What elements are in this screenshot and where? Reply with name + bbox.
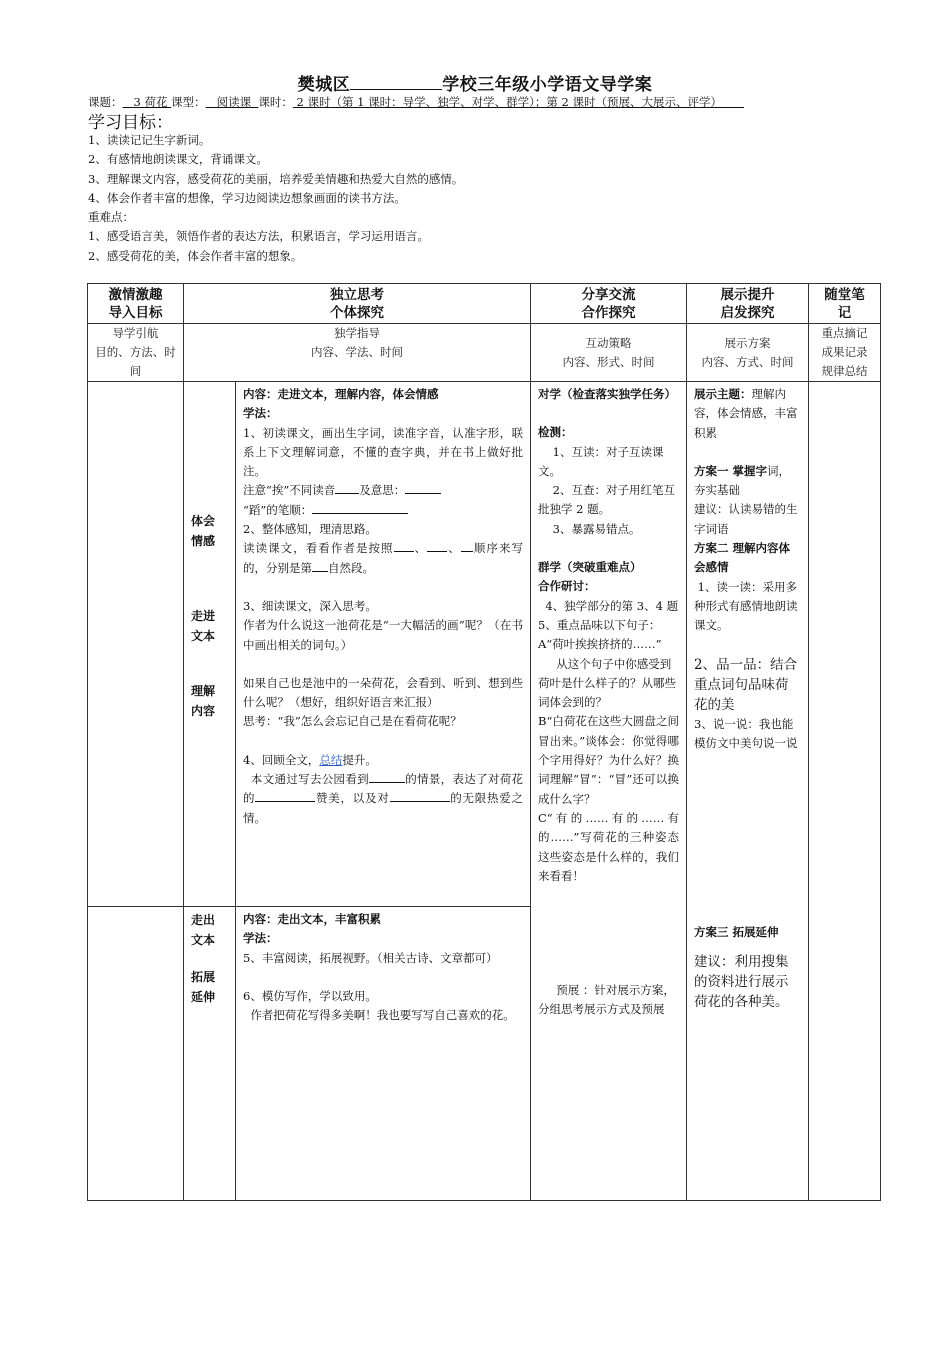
subheader-cell: 导学引航 目的、方法、时 间 bbox=[88, 324, 184, 382]
method-line: 学法： bbox=[243, 406, 278, 421]
guide-cell bbox=[88, 382, 184, 907]
type-label: 课型： bbox=[171, 95, 206, 109]
title-prefix: 樊城区 bbox=[297, 75, 351, 95]
key-point: 2、感受荷花的美，体会作者丰富的想象。 bbox=[88, 248, 303, 263]
goal-item: 3、理解课文内容，感受荷花的美丽，培养爱美情趣和热爱大自然的感情。 bbox=[88, 171, 464, 186]
lesson-table bbox=[87, 283, 881, 1201]
header-cell: 分享交流 合作探究 bbox=[531, 284, 687, 324]
table-header-row bbox=[88, 284, 881, 324]
goal-item: 4、体会作者丰富的想像，学习边阅读边想象画面的读书方法。 bbox=[88, 190, 406, 205]
section-label: 走出 文本 拓展 延伸 bbox=[184, 907, 236, 1201]
key-heading: 重难点： bbox=[88, 210, 134, 225]
header-cell: 展示提升 启发探究 bbox=[687, 284, 809, 324]
independent-study-cell: 内容：走进文本，理解内容，体会情感 学法： 1、初读课文，画出生字词，读准字音，认准字形，联系上下文理解词意，不懂的查字典，并在书上做好批注。 注意“挨”不同读音 及意思： “蹈”的笔顺： 2、整体感知，理清思路。 读读课文，看看作者是按照 、 、 顺序来写的，分别是第 自然段。 3、细读课文，深入思考。 作者为什么说这一池荷花是“一大幅活的画”呢？（在书中画出相关的词句。） 如果自己也是池中的一朵荷花，会看到、听到、想到些什么呢？（想好，组织好语言来汇报） 思考：“我”怎么会忘记自己是在看荷花呢？ 4、回顾全文，总结提升。 本文通过写去公园看到 的情景，表达了对荷花的 赞美，以及对 的无限热爱之情。 bbox=[236, 382, 531, 907]
cooperative-study-cell: 对学（检查落实独学任务） 检测： 1、互读：对子互读课文。 2、互查：对子用红笔互批独学 2 题。 3、暴露易错点。 群学（突破重难点） 合作研讨： 4、独学部分的第 3、4 题 5、重点品味以下句子： A“荷叶挨挨挤挤的……” 从这个句子中你感受到荷叶是什么样子的？从哪些词体会到的？ B“白荷花在这些大圆盘之间冒出来。”谈体会：你觉得哪个字用得好？为什么好？换词理解“冒”：“冒”还可以换成什么字？ C“有的……有的……有的……”写荷花的三种姿态这些姿态是什么样的，我们来看看！ 预展 ：针对展示方案，分组思考展示方式及预展 bbox=[531, 382, 687, 1201]
goals-heading: 学习目标： bbox=[88, 113, 173, 133]
topic-label: 课题： bbox=[88, 95, 123, 109]
goal-item: 2、有感情地朗读课文，背诵课文。 bbox=[88, 152, 268, 167]
table-row bbox=[88, 382, 881, 907]
presentation-cell: 展示主题：理解内容，体会情感，丰富积累 方案一 掌握字词，夯实基础 建议：认读易错的生字词语 方案二 理解内容体会感情 1、读一读：采用多种形式有感情地朗读课文。 2、品一品：结合重点词句品味荷花的美 3、说一说：我也能模仿文中美句说一说 方案三 拓展延伸 建议：利用搜集的资料进行展示荷花的各种美。 bbox=[687, 382, 809, 1201]
subheader-cell: 展示方案 内容、方式、时间 bbox=[687, 324, 809, 382]
guide-cell bbox=[88, 907, 184, 1201]
school-blank bbox=[350, 75, 442, 90]
goal-item: 1、读读记记生字新词。 bbox=[88, 133, 211, 147]
independent-study-cell: 内容：走出文本，丰富积累 学法： 5、丰富阅读，拓展视野。（相关古诗、文章都可） 6、模仿写作，学以致用。 作者把荷花写得多美啊！我也要写写自己喜欢的花。 bbox=[236, 907, 531, 1201]
content-line: 内容：走进文本，理解内容，体会情感 bbox=[243, 387, 439, 401]
section-label: 体会 情感 走进 文本 理解 内容 bbox=[184, 382, 236, 907]
hours-label: 课时： bbox=[258, 95, 293, 109]
table-subheader-row bbox=[88, 324, 881, 382]
notes-cell bbox=[809, 382, 881, 1201]
title-suffix: 学校三年级小学语文导学案 bbox=[442, 75, 653, 95]
summary-link[interactable]: 总结 bbox=[319, 752, 343, 767]
header-cell: 激情激趣 导入目标 bbox=[88, 284, 184, 324]
header-cell: 独立思考 个体探究 bbox=[184, 284, 531, 324]
subheader-cell: 互动策略 内容、形式、时间 bbox=[531, 324, 687, 382]
topic-value: 3 荷花 bbox=[133, 95, 168, 109]
header-cell: 随堂笔 记 bbox=[809, 284, 881, 324]
page-title bbox=[0, 70, 950, 95]
hours-value: 2 课时（第 1 课时：导学、独学、对学、群学）；第 2 课时（预展、大展示、评学） bbox=[296, 95, 723, 109]
lesson-meta bbox=[88, 94, 744, 110]
subheader-cell: 独学指导 内容、学法、时间 bbox=[184, 324, 531, 382]
key-point: 1、感受语言美，领悟作者的表达方法，积累语言，学习运用语言。 bbox=[88, 229, 429, 244]
subheader-cell: 重点摘记 成果记录 规律总结 bbox=[809, 324, 881, 382]
goals-list bbox=[88, 131, 463, 266]
type-value: 阅读课 bbox=[216, 95, 252, 109]
